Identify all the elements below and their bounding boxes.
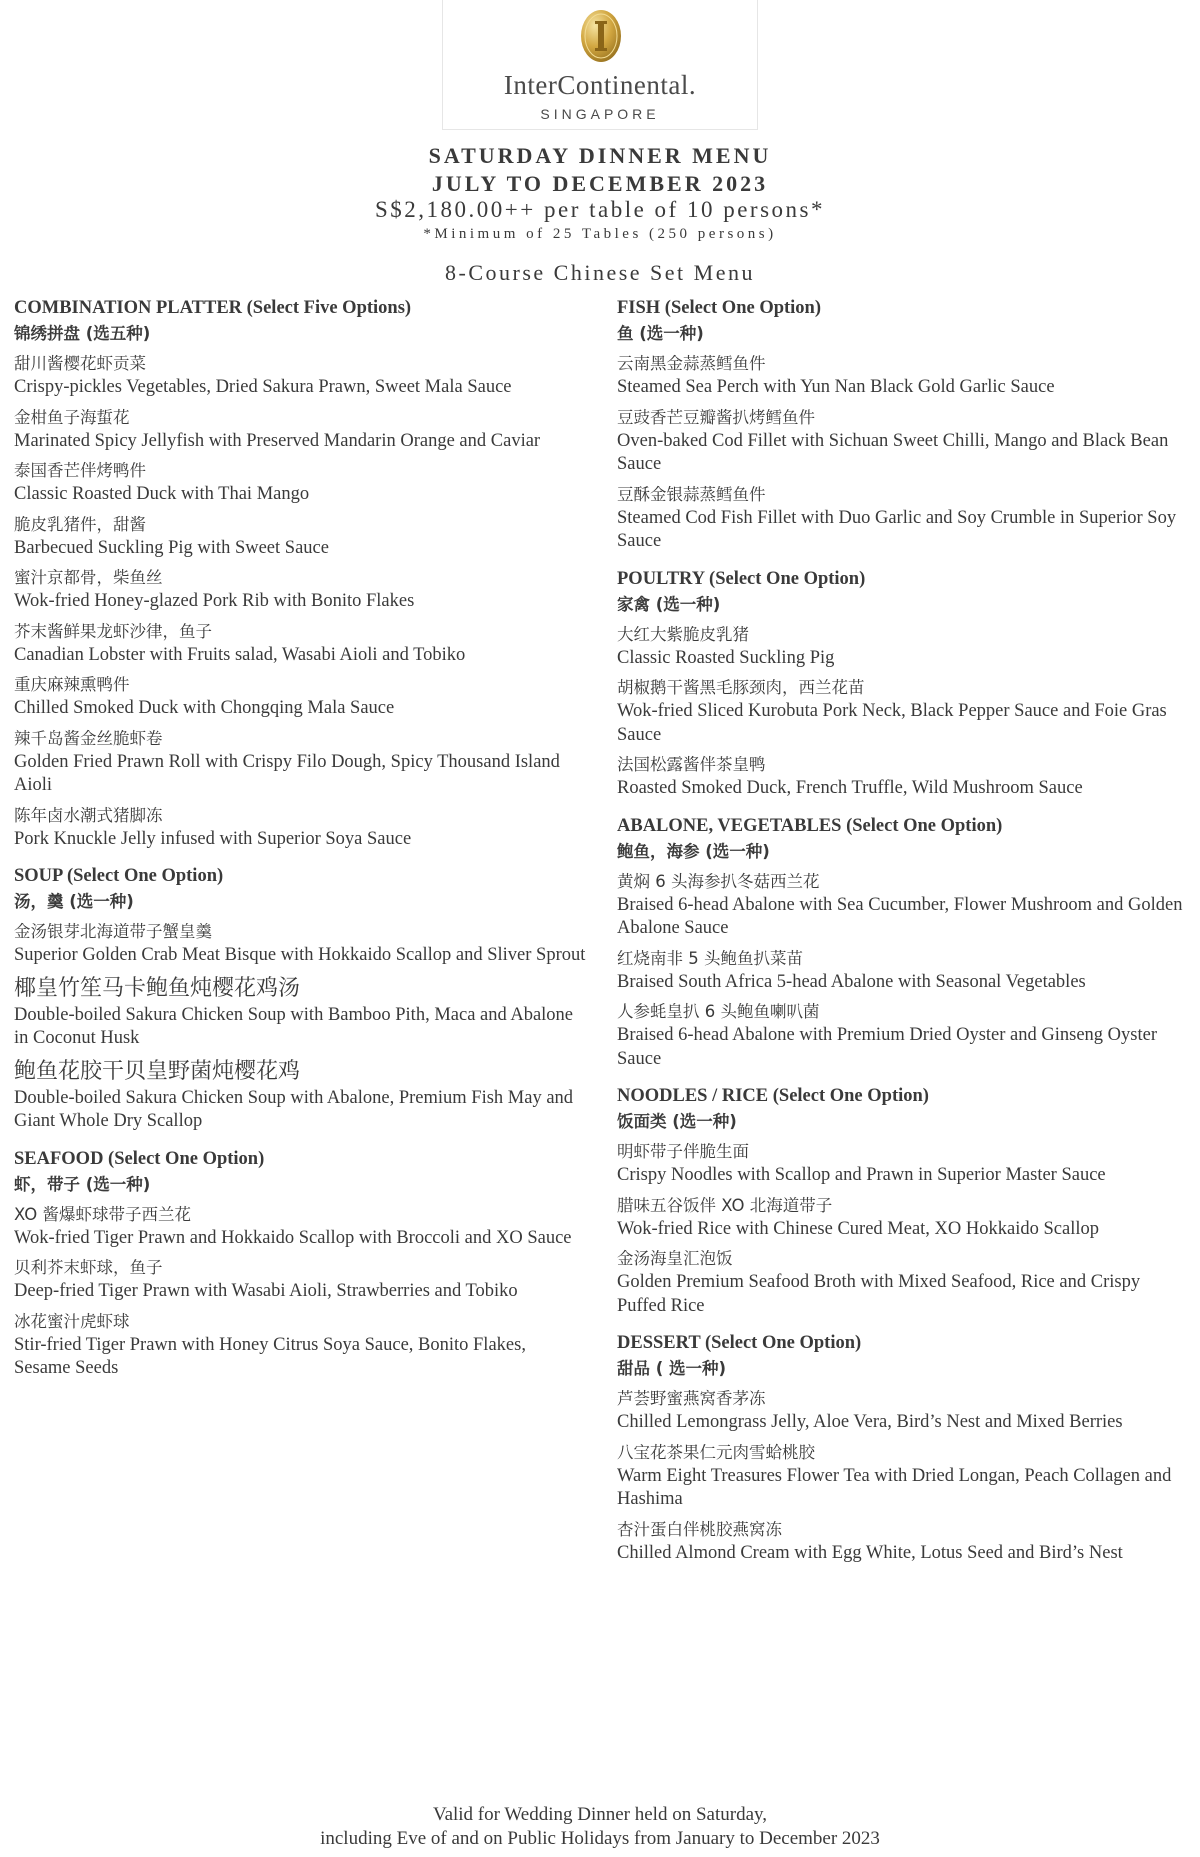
dish-name-en: Braised South Africa 5-head Abalone with Seasonal Vegetables — [617, 971, 1086, 992]
menu-item — [14, 351, 586, 400]
dish-name-cn: XO 酱爆虾球带子西兰花 — [14, 1204, 191, 1224]
dish-name-en: Classic Roasted Suckling Pig — [617, 647, 835, 668]
menu-item — [14, 726, 586, 798]
dish-name-en: Crispy Noodles with Scallop and Prawn in Superior Master Sauce — [617, 1165, 1106, 1185]
dish-name-cn: 红烧南非 5 头鲍鱼扒菜苗 — [617, 948, 803, 968]
menu-price: S$2,180.00++ per table of 10 persons* — [375, 197, 825, 222]
footer-note — [0, 1803, 1200, 1851]
dish-name-cn: 重庆麻辣熏鸭件 — [14, 675, 130, 694]
dish-name-cn: 杏汁蛋白伴桃胶燕窝冻 — [617, 1519, 782, 1539]
menu-item — [617, 1517, 1187, 1566]
dish-name-en: Warm Eight Treasures Flower Tea with Dried Longan, Peach Collagen and Hashima — [617, 1465, 1172, 1509]
dish-name-cn: 金汤海皇汇泡饭 — [617, 1249, 733, 1268]
section-title-en: NOODLES / RICE (Select One Option) — [617, 1086, 929, 1106]
section-title-en: ABALONE, VEGETABLES (Select One Option) — [617, 815, 1003, 836]
course-heading: 8-Course Chinese Set Menu — [445, 260, 755, 285]
menu-section — [617, 567, 1187, 801]
dish-name-cn: 豆酥金银蒜蒸鳕鱼件 — [617, 484, 766, 504]
dish-name-en: Double-boiled Sakura Chicken Soup with Abalone, Premium Fish May and Giant Whole Dry Scallop — [14, 1087, 574, 1131]
dish-name-cn: 贝利芥末虾球，鱼子 — [14, 1258, 163, 1277]
dish-name-en: Braised 6-head Abalone with Premium Dried Oyster and Ginseng Oyster Sauce — [617, 1025, 1157, 1069]
menu-section — [617, 1084, 1187, 1318]
section-title-cn: 饭面类 (选一种) — [617, 1112, 737, 1131]
dish-name-cn: 金柑鱼子海蜇花 — [14, 407, 130, 427]
dish-name-cn: 胡椒鹅干酱黑毛豚颈肉，西兰花苗 — [617, 678, 865, 697]
dish-name-en: Wok-fried Sliced Kurobuta Pork Neck, Black Pepper Sauce and Foie Gras Sauce — [617, 701, 1167, 745]
menu-section — [617, 1331, 1187, 1565]
menu-item — [617, 1386, 1187, 1435]
dish-name-en: Steamed Cod Fish Fillet with Duo Garlic and Soy Crumble in Superior Soy Sauce — [617, 507, 1177, 551]
dish-name-cn: 金汤银芽北海道带子蟹皇羹 — [14, 922, 212, 941]
dish-name-en: Deep-fried Tiger Prawn with Wasabi Aioli, Strawberries and Tobiko — [14, 1281, 518, 1301]
dish-name-cn: 黄焖 6 头海参扒冬菇西兰花 — [617, 871, 820, 891]
minimum-tables-note: *Minimum of 25 Tables (250 persons) — [423, 226, 777, 242]
menu-item — [617, 1193, 1187, 1242]
dish-name-cn: 椰皇竹笙马卡鲍鱼炖樱花鸡汤 — [14, 975, 301, 1001]
menu-item — [14, 405, 586, 454]
dish-name-cn: 芥末酱鲜果龙虾沙律，鱼子 — [14, 621, 212, 641]
section-title-en: SEAFOOD (Select One Option) — [14, 1148, 265, 1169]
dish-name-en: Stir-fried Tiger Prawn with Honey Citrus Soya Sauce, Bonito Flakes, Sesame Seeds — [14, 1334, 526, 1378]
menu-section — [617, 296, 1187, 554]
dish-name-en: Pork Knuckle Jelly infused with Superior Soya Sauce — [14, 828, 412, 849]
dish-name-en: Double-boiled Sakura Chicken Soup with Bamboo Pith, Maca and Abalone in Coconut Husk — [14, 1004, 574, 1048]
section-title-cn: 甜品 ( 选一种) — [617, 1359, 727, 1378]
menu-item — [617, 752, 1187, 801]
menu-item — [14, 1255, 586, 1304]
menu-item — [617, 351, 1187, 400]
menu-item — [617, 1139, 1187, 1188]
menu-item — [14, 803, 586, 852]
dish-name-en: Steamed Sea Perch with Yun Nan Black Gold Garlic Sauce — [617, 377, 1055, 397]
section-title-cn: 鱼 (选一种) — [617, 324, 704, 343]
menu-section — [617, 814, 1187, 1072]
dish-name-en: Marinated Spicy Jellyfish with Preserved Mandarin Orange and Caviar — [14, 430, 541, 451]
menu-item — [617, 869, 1187, 941]
dish-name-cn: 甜川酱樱花虾贡菜 — [14, 354, 146, 373]
footer-line-2: including Eve of and on Public Holidays from January to December 2023 — [320, 1828, 880, 1849]
logo-wordmark: InterContinental. — [503, 70, 697, 100]
menu-section — [14, 864, 586, 1134]
dish-name-cn: 大红大紫脆皮乳猪 — [617, 624, 749, 644]
dish-name-cn: 八宝花茶果仁元肉雪蛤桃胶 — [617, 1442, 815, 1462]
dish-name-cn: 云南黑金蒜蒸鳕鱼件 — [617, 354, 766, 373]
dish-name-cn: 蜜汁京都骨，柴鱼丝 — [14, 568, 163, 587]
menu-item — [617, 999, 1187, 1071]
menu-title: SATURDAY DINNER MENU — [428, 143, 772, 168]
dish-name-en: Crispy-pickles Vegetables, Dried Sakura Prawn, Sweet Mala Sauce — [14, 377, 512, 397]
intercontinental-emblem-icon — [579, 8, 623, 64]
menu-item — [14, 672, 586, 721]
section-title-en: DESSERT (Select One Option) — [617, 1333, 862, 1353]
section-title-en: SOUP (Select One Option) — [14, 866, 224, 886]
dish-name-en: Golden Premium Seafood Broth with Mixed Seafood, Rice and Crispy Puffed Rice — [617, 1272, 1141, 1316]
menu-item — [617, 405, 1187, 477]
dish-name-cn: 腊味五谷饭伴 XO 北海道带子 — [617, 1195, 833, 1215]
menu-item — [14, 1056, 586, 1134]
menu-item — [617, 622, 1187, 671]
dish-name-en: Classic Roasted Duck with Thai Mango — [14, 484, 310, 504]
section-title-en: FISH (Select One Option) — [617, 298, 822, 318]
section-title-en: COMBINATION PLATTER (Select Five Options) — [14, 298, 412, 318]
dish-name-en: Wok-fried Tiger Prawn and Hokkaido Scallop with Broccoli and XO Sauce — [14, 1227, 572, 1248]
menu-item — [14, 973, 586, 1051]
menu-item — [14, 1202, 586, 1251]
dish-name-en: Golden Fried Prawn Roll with Crispy Filo Dough, Spicy Thousand Island Aioli — [14, 751, 560, 795]
section-title-cn: 汤，羹 (选一种) — [14, 892, 134, 911]
dish-name-en: Roasted Smoked Duck, French Truffle, Wild Mushroom Sauce — [617, 778, 1083, 798]
dish-name-en: Superior Golden Crab Meat Bisque with Hokkaido Scallop and Sliver Sprout — [14, 945, 586, 965]
menu-column-right — [617, 296, 1187, 1578]
menu-item — [14, 619, 586, 668]
dish-name-en: Barbecued Suckling Pig with Sweet Sauce — [14, 537, 329, 558]
dish-name-cn: 芦荟野蜜燕窝香茅冻 — [617, 1389, 766, 1408]
dish-name-en: Chilled Smoked Duck with Chongqing Mala Sauce — [14, 698, 395, 718]
dish-name-cn: 豆豉香芒豆瓣酱扒烤鳕鱼件 — [617, 407, 815, 427]
menu-section — [14, 296, 586, 851]
menu-item — [617, 675, 1187, 747]
dish-name-cn: 冰花蜜汁虎虾球 — [14, 1311, 130, 1331]
dish-name-cn: 鲍鱼花胶干贝皇野菌炖樱花鸡 — [14, 1058, 301, 1084]
dish-name-en: Wok-fried Honey-glazed Pork Rib with Bonito Flakes — [14, 591, 415, 611]
menu-item — [617, 1246, 1187, 1318]
section-title-cn: 家禽 (选一种) — [617, 594, 721, 614]
logo-city: SINGAPORE — [540, 106, 660, 122]
menu-item — [14, 1309, 586, 1381]
dish-name-cn: 人参蚝皇扒 6 头鲍鱼喇叭菌 — [617, 1002, 820, 1021]
menu-dates: JULY TO DECEMBER 2023 — [431, 171, 769, 196]
menu-column-left — [14, 296, 586, 1394]
dish-name-en: Canadian Lobster with Fruits salad, Wasabi Aioli and Tobiko — [14, 644, 466, 665]
menu-item — [617, 1440, 1187, 1512]
dish-name-cn: 陈年卤水潮式猪脚冻 — [14, 805, 163, 825]
dish-name-cn: 辣千岛酱金丝脆虾卷 — [14, 728, 163, 748]
menu-item — [617, 946, 1187, 995]
section-title-en: POULTRY (Select One Option) — [617, 568, 866, 589]
menu-section — [14, 1147, 586, 1381]
section-title-cn: 虾，带子 (选一种) — [14, 1174, 151, 1194]
dish-name-en: Braised 6-head Abalone with Sea Cucumber, Flower Mushroom and Golden Abalone Sauce — [617, 894, 1183, 938]
dish-name-en: Oven-baked Cod Fillet with Sichuan Sweet Chilli, Mango and Black Bean Sauce — [617, 430, 1169, 474]
hotel-logo — [442, 0, 758, 130]
dish-name-en: Chilled Lemongrass Jelly, Aloe Vera, Bird’s Nest and Mixed Berries — [617, 1412, 1123, 1432]
section-title-cn: 鲍鱼，海参 (选一种) — [617, 841, 770, 861]
dish-name-cn: 明虾带子伴脆生面 — [617, 1142, 749, 1161]
menu-item — [14, 565, 586, 614]
menu-item — [617, 482, 1187, 554]
dish-name-cn: 法国松露酱伴茶皇鸭 — [617, 755, 766, 774]
menu-item — [14, 919, 586, 968]
section-title-cn: 锦绣拼盘 (选五种) — [14, 324, 151, 343]
dish-name-cn: 泰国香芒伴烤鸭件 — [14, 461, 146, 480]
footer-line-1: Valid for Wedding Dinner held on Saturday, — [432, 1804, 768, 1825]
menu-item — [14, 512, 586, 561]
dish-name-en: Chilled Almond Cream with Egg White, Lotus Seed and Bird’s Nest — [617, 1542, 1123, 1563]
dish-name-en: Wok-fried Rice with Chinese Cured Meat, XO Hokkaido Scallop — [617, 1218, 1099, 1239]
dish-name-cn: 脆皮乳猪件，甜酱 — [14, 514, 146, 534]
menu-item — [14, 458, 586, 507]
